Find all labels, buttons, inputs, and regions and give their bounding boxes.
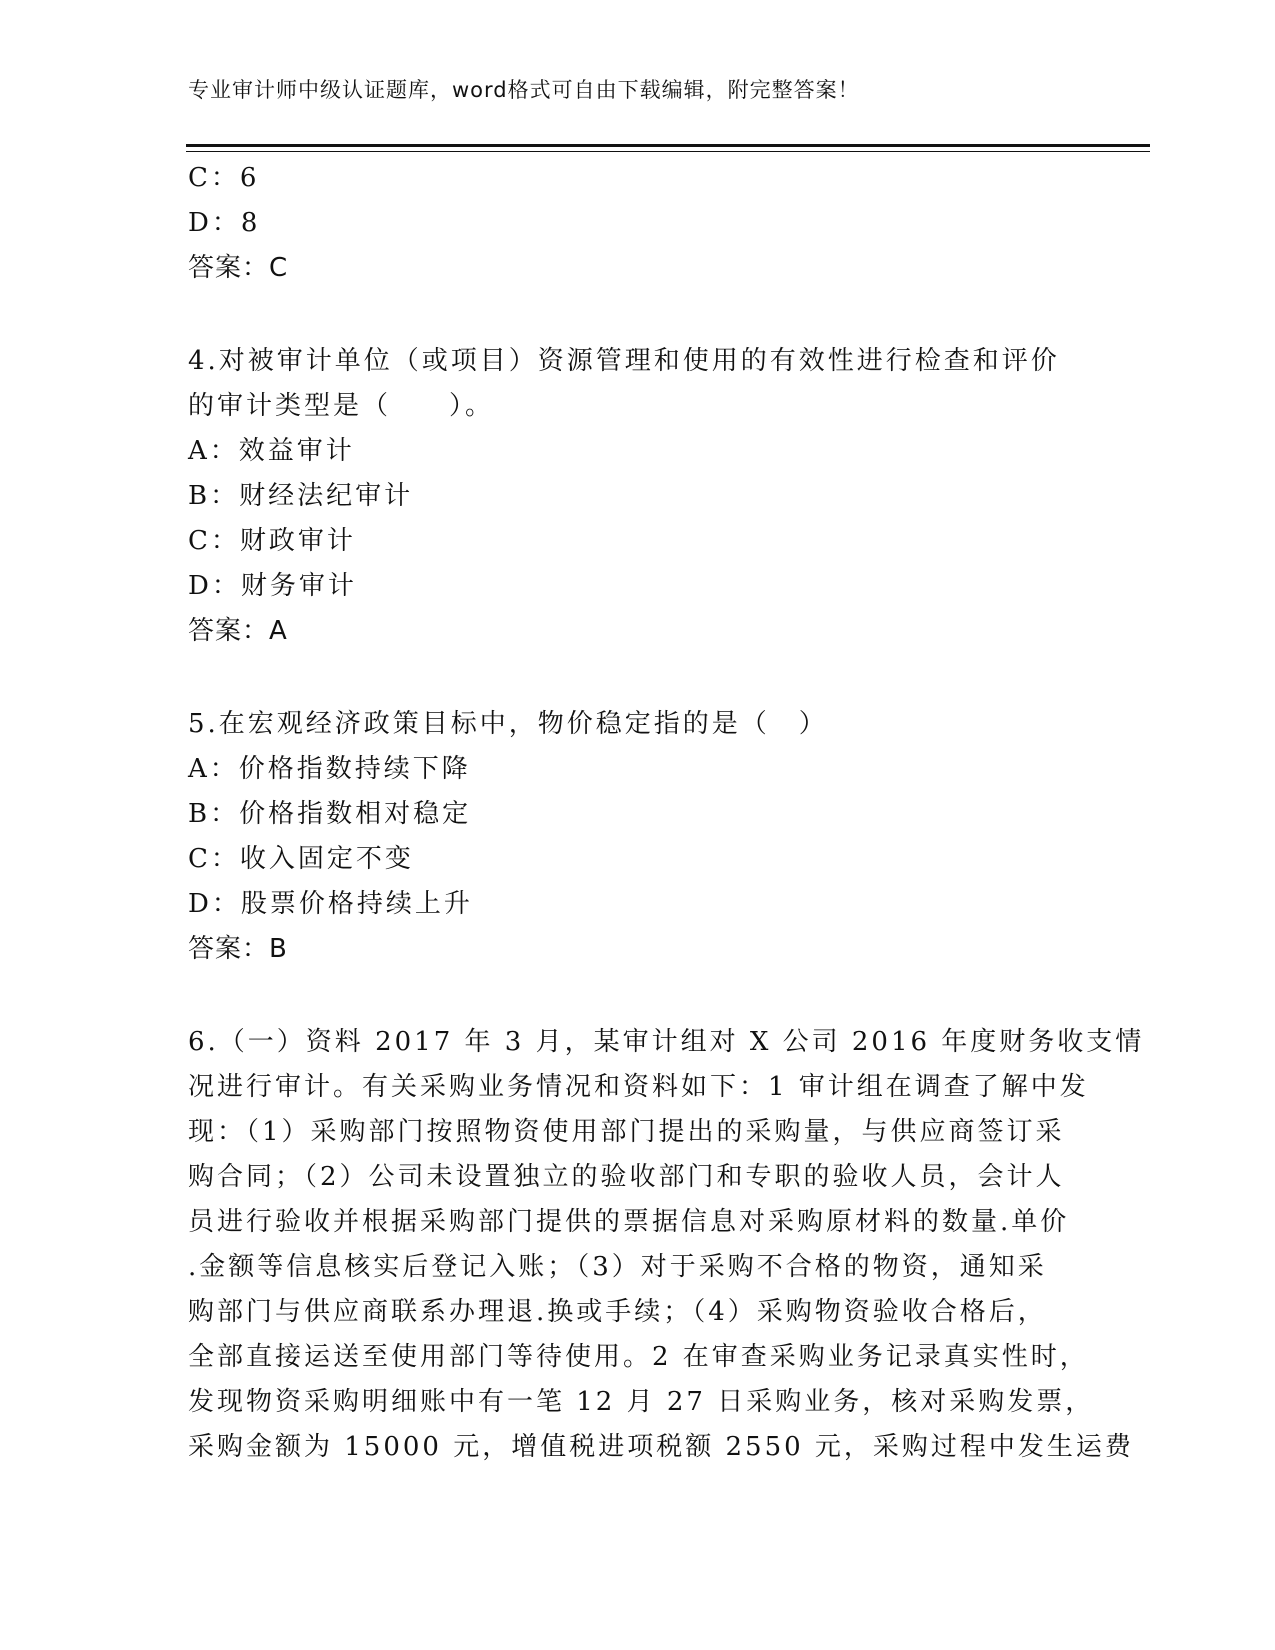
question-6-line: 采购金额为 15000 元，增值税进项税额 2550 元，采购过程中发生运费 bbox=[188, 1432, 1134, 1462]
question-6-line: 现：（1）采购部门按照物资使用部门提出的采购量，与供应商签订采 bbox=[188, 1117, 1065, 1147]
question-6-line: 况进行审计。有关采购业务情况和资料如下：1 审计组在调查了解中发 bbox=[188, 1072, 1089, 1102]
option-a: A：价格指数持续下降 bbox=[188, 754, 471, 784]
option-a: A：效益审计 bbox=[188, 436, 355, 466]
answer-line: 答案：C bbox=[188, 253, 289, 283]
question-5-stem: 5.在宏观经济政策目标中，物价稳定指的是（ ） bbox=[188, 709, 828, 739]
spacer bbox=[188, 972, 1088, 1020]
question-4-stem-cont: 的审计类型是（ ）。 bbox=[188, 391, 495, 421]
question-6-line: 购合同；（2）公司未设置独立的验收部门和专职的验收人员，会计人 bbox=[188, 1162, 1065, 1192]
question-6-line: 全部直接运送至使用部门等待使用。2 在审查采购业务记录真实性时， bbox=[188, 1342, 1089, 1372]
question-6-line: 购部门与供应商联系办理退.换或手续；（4）采购物资验收合格后， bbox=[188, 1297, 1047, 1327]
question-6-line: 发现物资采购明细账中有一笔 12 月 27 日采购业务，核对采购发票， bbox=[188, 1387, 1095, 1417]
page-header: 专业审计师中级认证题库，word格式可自由下载编辑，附完整答案！ bbox=[188, 78, 860, 102]
option-b: B：价格指数相对稳定 bbox=[188, 799, 472, 829]
spacer bbox=[188, 654, 1088, 702]
answer-line: 答案：B bbox=[188, 934, 288, 964]
option-d: D：8 bbox=[188, 208, 261, 238]
question-6-line: 6.（一）资料 2017 年 3 月，某审计组对 X 公司 2016 年度财务收支情 bbox=[188, 1027, 1145, 1057]
question-6-line: 员进行验收并根据采购部门提供的票据信息对采购原材料的数量.单价 bbox=[188, 1207, 1070, 1237]
header-rule-thin bbox=[186, 151, 1150, 152]
document-body bbox=[188, 156, 1145, 1470]
option-c: C：收入固定不变 bbox=[188, 844, 414, 874]
option-c: C：财政审计 bbox=[188, 526, 356, 556]
question-6-line: .金额等信息核实后登记入账；（3）对于采购不合格的物资，通知采 bbox=[188, 1252, 1047, 1282]
option-d: D：财务审计 bbox=[188, 571, 357, 601]
option-d: D：股票价格持续上升 bbox=[188, 889, 473, 919]
header-rule-thick bbox=[186, 144, 1150, 147]
question-4-stem: 4.对被审计单位（或项目）资源管理和使用的有效性进行检查和评价 bbox=[188, 346, 1060, 376]
spacer bbox=[188, 291, 1088, 339]
option-b: B：财经法纪审计 bbox=[188, 481, 414, 511]
answer-line: 答案：A bbox=[188, 616, 288, 646]
option-c: C：6 bbox=[188, 163, 260, 193]
